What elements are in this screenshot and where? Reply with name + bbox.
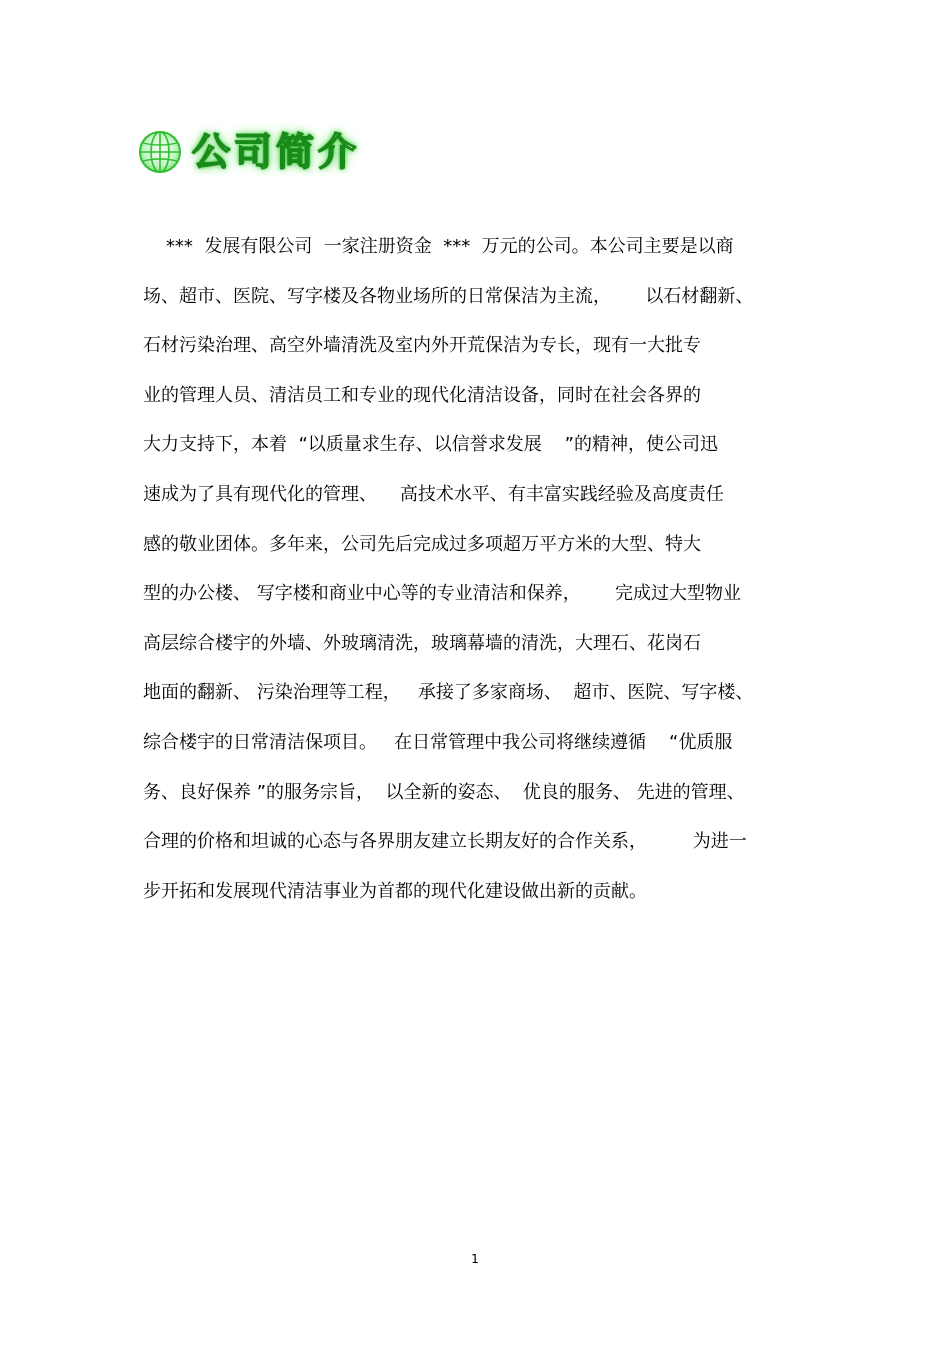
paragraph-line: 感的敬业团体。多年来，公司先后完成过多项超万平方米的大型、特大 (143, 533, 701, 555)
heading-title: 公司简介 (192, 130, 361, 174)
paragraph-line: 地面的翻新、 污染治理等工程， 承接了多家商场、 超市、医院、写字楼、 (143, 682, 754, 704)
paragraph-line: 速成为了具有现代化的管理、 高技术水平、有丰富实践经验及高度责任 (143, 483, 724, 505)
paragraph-line: 步开拓和发展现代清洁事业为首都的现代化建设做出新的贡献。 (143, 880, 647, 902)
paragraph-line: 型的办公楼、 写字楼和商业中心等的专业清洁和保养， 完成过大型物业 (143, 583, 742, 605)
page-number: 1 (471, 1252, 479, 1266)
paragraph-line: 业的管理人员、清洁员工和专业的现代化清洁设备，同时在社会各界的 (143, 384, 701, 406)
section-heading (138, 130, 360, 174)
paragraph-line: 务、良好保养 ”的服务宗旨， 以全新的姿态、 优良的服务、 先进的管理、 (143, 781, 745, 803)
paragraph-line: 场、超市、医院、写字楼及各物业场所的日常保洁为主流， 以石材翻新、 (143, 285, 754, 307)
paragraph-line: 大力支持下，本着 “以质量求生存、以信誉求发展 ”的精神，使公司迅 (143, 434, 718, 456)
globe-icon (138, 130, 182, 174)
paragraph-line: 石材污染治理、高空外墙清洗及室内外开荒保洁为专长，现有一大批专 (143, 335, 701, 357)
company-intro-paragraph (143, 222, 823, 916)
paragraph-line: 综合楼宇的日常清洁保项目。 在日常管理中我公司将继续遵循 “优质服 (143, 731, 733, 753)
paragraph-line: 高层综合楼宇的外墙、外玻璃清洗，玻璃幕墙的清洗，大理石、花岗石 (143, 632, 701, 654)
paragraph-line: *** 发展有限公司 一家注册资金 *** 万元的公司。本公司主要是以商 (143, 236, 734, 257)
paragraph-line: 合理的价格和坦诚的心态与各界朋友建立长期友好的合作关系， 为进一 (143, 831, 747, 853)
